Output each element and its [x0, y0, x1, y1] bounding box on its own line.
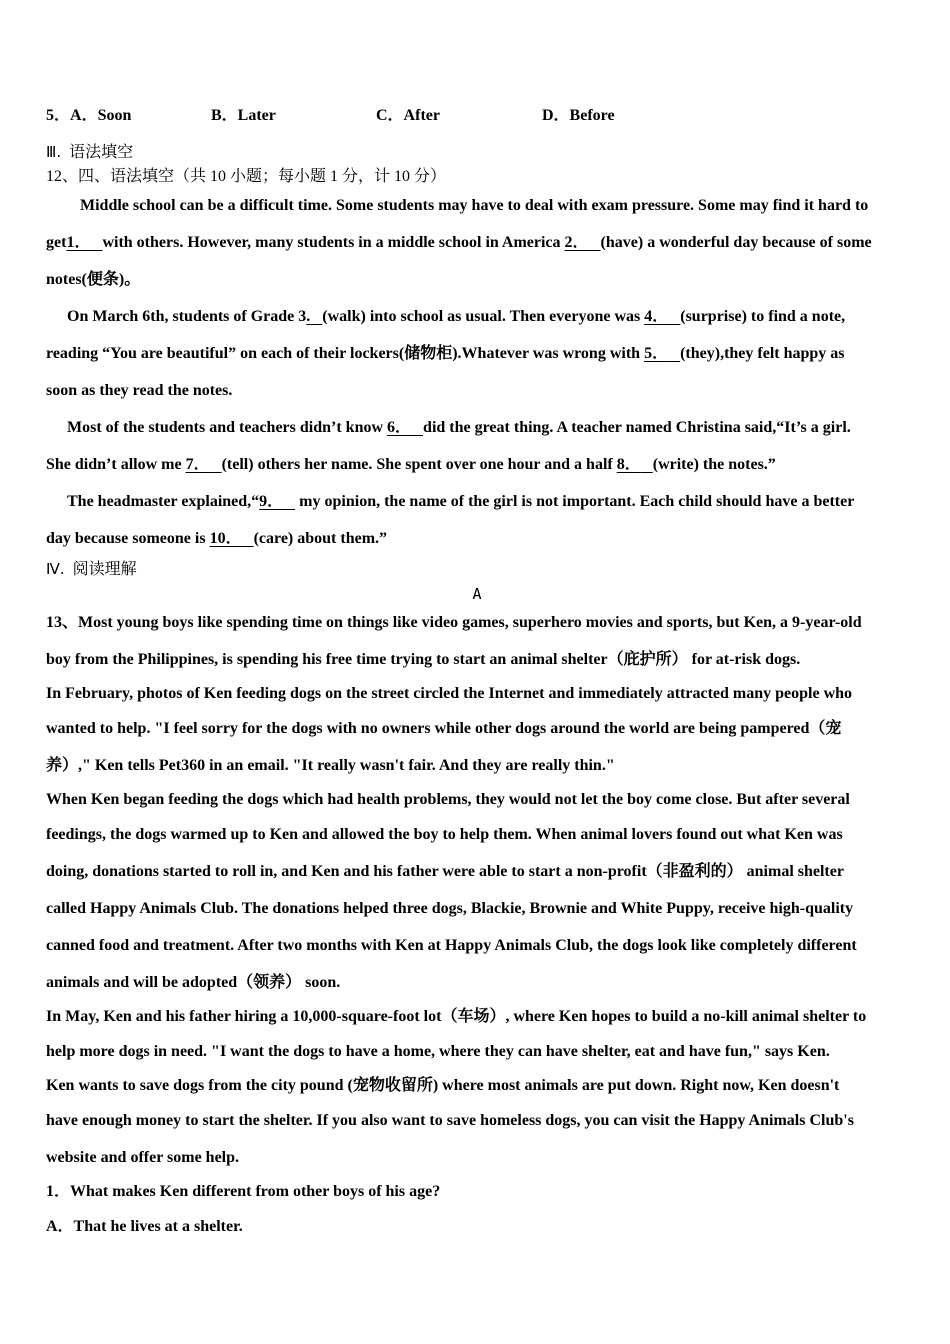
- q13-line-6: When Ken began feeding the dogs which had health problems, they would not let the boy come close. But after several: [46, 791, 850, 808]
- q5-option-d[interactable]: D．Before: [542, 107, 615, 124]
- blank-1[interactable]: 1．: [66, 234, 91, 251]
- q13-line-1: 13、Most young boys like spending time on things like video games, superhero movies and sports, but Ken, a 9-year-old: [46, 614, 862, 631]
- passage1-paragraph1: Middle school can be a difficult time. Some students may have to deal with exam pressure. Some may find it hard to: [80, 197, 869, 214]
- q5-option-c[interactable]: C．After: [376, 107, 440, 124]
- blank-9[interactable]: 9．: [259, 493, 284, 510]
- q13-line-12: In May, Ken and his father hiring a 10,000-square-foot lot（车场）, where Ken hopes to build a no-kill animal shelter to: [46, 1008, 867, 1025]
- q13-line-11: animals and will be adopted（领养） soon.: [46, 974, 341, 991]
- passage1-paragraph2: On March 6th, students of Grade 3. (walk) into school as usual. Then everyone was 4． (surprise) to find a note,: [67, 308, 846, 325]
- q13-line-9: called Happy Animals Club. The donations helped three dogs, Blackie, Brownie and White Puppy, receive high-quality: [46, 900, 854, 917]
- passage1-paragraph2-line3: soon as they read the notes.: [46, 382, 233, 399]
- document-page: [46, 96, 908, 1246]
- passage1-paragraph3: Most of the students and teachers didn’t know 6． did the great thing. A teacher named Christina said,“It’s a girl.: [67, 419, 851, 436]
- section-heading-3: Ⅲ. 语法填空: [46, 143, 134, 161]
- passage1-paragraph1-line2: get1． with others. However, many students in a middle school in America 2． (have) a wonderful day because of some: [46, 234, 872, 251]
- q5-option-a[interactable]: 5．A．Soon: [46, 107, 132, 124]
- question-1-stem: 1．What makes Ken different from other boys of his age?: [46, 1183, 441, 1200]
- q13-line-7: feedings, the dogs warmed up to Ken and allowed the boy to help them. When animal lovers found out what Ken was: [46, 826, 843, 843]
- q13-line-8: doing, donations started to roll in, and Ken and his father were able to start a non-profit（非盈利的） animal shelter: [46, 863, 844, 880]
- q5-options: [46, 102, 908, 125]
- blank-6[interactable]: 6．: [387, 419, 412, 436]
- q13-line-15: have enough money to start the shelter. If you also want to save homeless dogs, you can visit the Happy Animals Club's: [46, 1112, 854, 1129]
- blank-10[interactable]: 10．: [209, 530, 242, 547]
- q13-line-10: canned food and treatment. After two months with Ken at Happy Animals Club, the dogs look like completely different: [46, 937, 857, 954]
- passage1-paragraph1-line3: notes(便条)。: [46, 271, 141, 288]
- passage1-paragraph3-line2: She didn’t allow me 7． (tell) others her name. She spent over one hour and a half 8． (write) the notes.”: [46, 456, 776, 473]
- q13-line-16: website and offer some help.: [46, 1149, 240, 1166]
- q13-line-14: Ken wants to save dogs from the city pound (宠物收留所) where most animals are put down. Right now, Ken doesn't: [46, 1077, 840, 1094]
- blank-2[interactable]: 2．: [564, 234, 589, 251]
- blank-3[interactable]: .: [306, 308, 311, 325]
- q13-line-3: In February, photos of Ken feeding dogs on the street circled the Internet and immediately attracted many people who: [46, 685, 853, 702]
- q12-heading: 12、四、语法填空（共 10 小题；每小题 1 分，计 10 分）: [46, 168, 447, 185]
- passage1-paragraph4-line2: day because someone is 10． (care) about them.”: [46, 530, 388, 547]
- q13-line-5: 养）," Ken tells Pet360 in an email. "It really wasn't fair. And they are really thin.": [46, 757, 615, 774]
- section-heading-4: Ⅳ. 阅读理解: [46, 560, 137, 578]
- q13-line-2: boy from the Philippines, is spending his free time trying to start an animal shelter（庇护所） for at-risk dogs.: [46, 651, 801, 668]
- part-a-label: A: [472, 585, 482, 603]
- passage1-paragraph2-line2: reading “You are beautiful” on each of their lockers(储物柜).Whatever was wrong with 5． (they),they felt happy as: [46, 345, 845, 362]
- blank-7[interactable]: 7．: [185, 456, 210, 473]
- q5-option-b[interactable]: B．Later: [211, 107, 276, 124]
- blank-4[interactable]: 4．: [644, 308, 669, 325]
- q13-line-13: help more dogs in need. "I want the dogs to have a home, where they can have shelter, eat and have fun," says Ken.: [46, 1043, 830, 1060]
- blank-8[interactable]: 8．: [616, 456, 641, 473]
- passage1-paragraph4: The headmaster explained,“9． my opinion, the name of the girl is not important. Each child should have a better: [67, 493, 855, 510]
- blank-5[interactable]: 5．: [644, 345, 669, 362]
- q13-line-4: wanted to help. "I feel sorry for the dogs with no owners while other dogs around the world are being pampered（宠: [46, 720, 842, 737]
- question-1-option-a[interactable]: A．That he lives at a shelter.: [46, 1218, 243, 1235]
